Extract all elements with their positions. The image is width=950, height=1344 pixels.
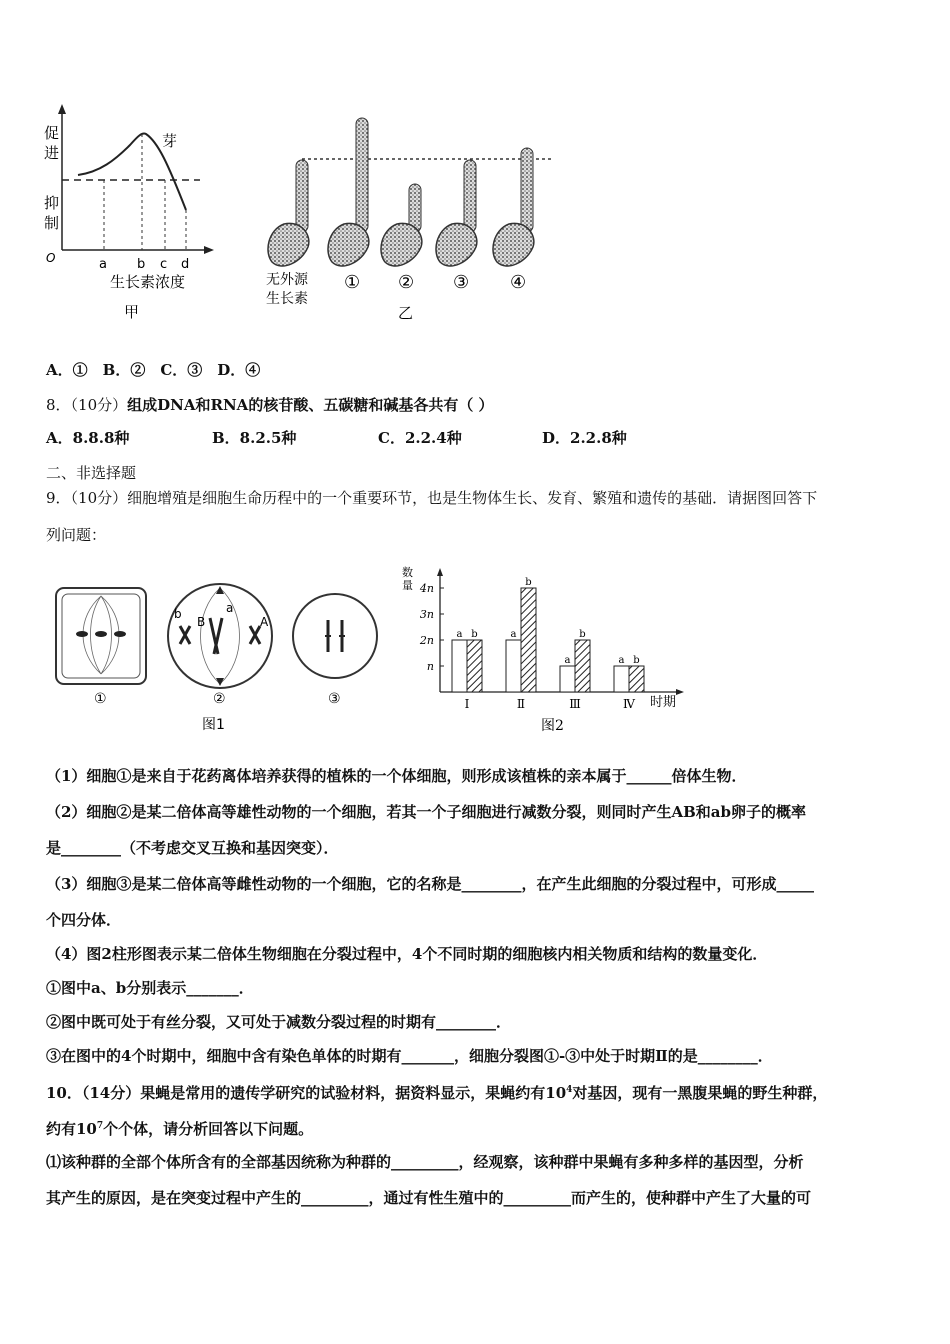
figure-jia [40,100,220,325]
cell-2 [168,584,272,688]
x-tick-label: Ⅰ [464,697,470,711]
q9-part-3-line-1: （3）细胞③是某二倍体高等雌性动物的一个细胞，它的名称是________，在产生此细胞的分裂过程中，可形成_____ [46,875,814,893]
q10-line-1 [46,1080,827,1103]
curve-label: 芽 [162,132,178,150]
q9-part-4-sub-2: ②图中既可处于有丝分裂，又可处于减数分裂过程的时期有________． [46,1013,512,1031]
bar-b-2 [521,588,536,692]
y-tick-label: n [426,660,434,673]
cell-1 [56,588,146,684]
q7-options: A．① B．② C．③ D．④ [46,361,261,379]
x-axis-label: 生长素浓度 [110,273,186,291]
y-tick-label: 4n [419,582,434,595]
cell-label-3: ③ [328,691,341,707]
y-label-bottom-2: 制 [44,214,60,232]
q8-option-a: A．8.8.8种 [46,429,130,447]
tick-b: b [137,257,146,272]
q10-line-3: ⑴该种群的全部个体所含有的全部基因统称为种群的_________，经观察，该种群中果蝇有多种多样的基因型，分析 [46,1153,804,1171]
q8-number: 8．（10分） [46,396,128,414]
q9-part-1: （1）细胞①是来自于花药离体培养获得的植株的一个体细胞，则形成该植株的亲本属于______倍体生物． [46,767,747,785]
item-label-3: ③ [453,272,470,293]
x-tick-label: Ⅱ [516,697,526,711]
seedling-3 [436,160,477,266]
figure-yi [262,112,557,327]
q8-option-b: B．8.2.5种 [212,429,297,447]
x-axis-arrow [676,689,684,695]
q9-part-4: （4）图2柱形图表示某二倍体生物细胞在分裂过程中，4个不同时期的细胞核内相关物质和结构的数量变化． [46,945,768,963]
x-tick-label: Ⅲ [569,697,581,711]
q9-part-4-sub-3: ③在图中的4个时期中，细胞中含有染色单体的时期有_______，细胞分裂图①-③中处于时期Ⅱ的是________． [46,1047,773,1065]
y-tick-label: 2n [419,634,434,647]
bar-b-4 [629,666,644,692]
bar-label-b: b [633,655,640,666]
y-axis-label-1: 数 [402,566,413,579]
q10-line-1-b: 对基因，现有一黑腹果蝇的野生种群， [572,1084,828,1102]
y-label-top-1: 促 [44,124,60,142]
item-label-2: ② [398,272,415,293]
q10-line-1-a: 10．（14分）果蝇是常用的遗传学研究的试验材料，据资料显示，果蝇约有10 [46,1084,567,1102]
seedling-4 [493,148,534,266]
control-label-2: 生长素 [266,291,308,307]
y-axis-arrow [437,568,443,576]
bar-label-a: a [456,629,463,640]
control-label-1: 无外源 [266,272,308,288]
bar-b-3 [575,640,590,692]
q9-part-2-line-2: 是________（不考虑交叉互换和基因突变）． [46,839,339,857]
tick-a: a [99,257,107,272]
figure-1-caption: 图1 [202,717,225,733]
origin-label: O [46,251,56,265]
q10-line-4: 其产生的原因，是在突变过程中产生的_________，通过有性生殖中的_________而产生的，使种群中产生了大量的可 [46,1189,812,1207]
tick-c: c [160,257,168,272]
q10-exponent-2: 7 [96,1121,104,1131]
y-axis-label-2: 量 [402,579,413,592]
q9-part-3-line-2: 个四分体． [46,911,122,929]
x-axis-label: 时期 [650,695,677,710]
bar-a-3 [560,666,575,692]
gene-label-A: A [260,615,269,629]
seedling-1 [328,118,369,266]
bar-b-1 [467,640,482,692]
cell-label-2: ② [213,691,226,707]
bar-label-b: b [525,577,532,588]
seedling-control [268,160,309,266]
q9-stem-line-1: 9．（10分）细胞增殖是细胞生命历程中的一个重要环节，也是生物体生长、发育、繁殖和遗传的基础．请据图回答下 [46,489,818,507]
q9-part-2-line-1: （2）细胞②是某二倍体高等雄性动物的一个细胞，若其一个子细胞进行减数分裂，则同时产生AB和ab卵子的概率 [46,803,806,821]
gene-label-b: b [174,607,182,621]
q8-text: 组成DNA和RNA的核苷酸、五碳糖和碱基各共有（ ） [127,396,494,414]
figure-caption-jia: 甲 [124,303,140,321]
x-tick-label: Ⅳ [623,697,635,711]
bar-label-b: b [579,629,586,640]
bar-label-b: b [471,629,478,640]
y-label-bottom-1: 抑 [44,194,60,212]
q8-stem [46,395,494,415]
cell-label-1: ① [94,691,107,707]
y-label-top-2: 进 [44,144,60,162]
bar-label-a: a [510,629,517,640]
figure-caption-yi: 乙 [398,304,414,322]
bar-label-a: a [618,655,625,666]
figure-2-chart [396,562,696,742]
bar-a-4 [614,666,629,692]
y-tick-label: 3n [419,608,434,621]
figure-1 [52,582,382,737]
cell-3 [293,594,377,678]
q8-options [46,428,846,448]
bar-a-2 [506,640,521,692]
tick-d: d [181,257,190,272]
bar-label-a: a [564,655,571,666]
q8-option-d: D．2.2.8种 [542,429,627,447]
q9-stem-line-2: 列问题： [46,526,107,544]
q10-exponent-1: 4 [566,1085,573,1095]
q10-line-2-a: 约有10 [46,1120,97,1138]
q9-part-4-sub-1: ①图中a、b分别表示_______． [46,979,254,997]
q10-line-2-b: 个个体，请分析回答以下问题。 [103,1120,314,1138]
seedling-2 [381,184,422,266]
q10-line-2 [46,1116,313,1139]
q8-option-c: C．2.2.4种 [378,429,462,447]
bar-a-1 [452,640,467,692]
item-label-1: ① [344,272,361,293]
gene-label-a: a [226,601,234,615]
item-label-4: ④ [510,272,527,293]
figure-2-caption: 图2 [541,718,564,734]
gene-label-B: B [197,615,206,629]
section-heading: 二、非选择题 [46,464,137,482]
